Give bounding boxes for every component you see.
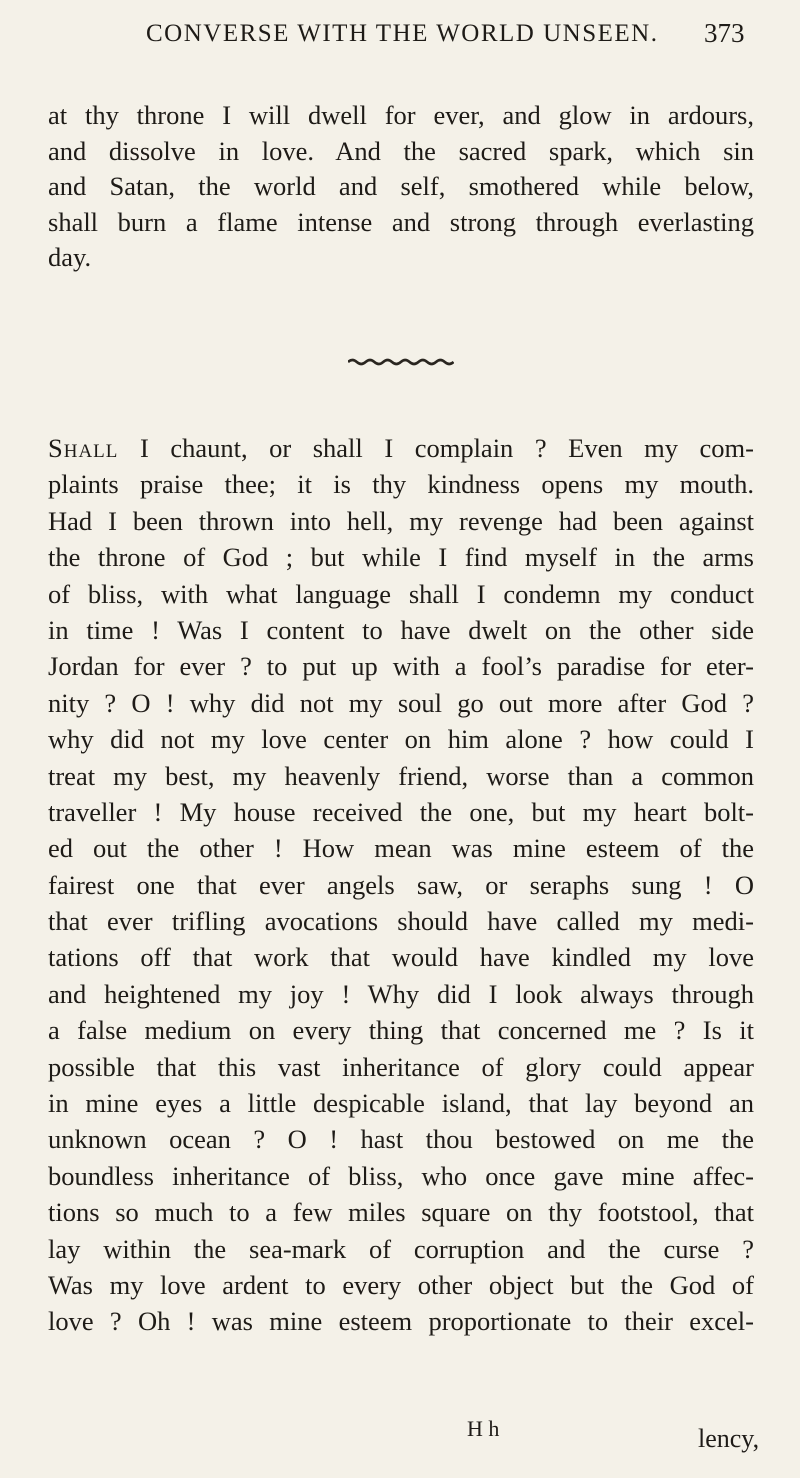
- text-line: Was my love ardent to every other object but the God of: [48, 1269, 754, 1300]
- paragraph-main: [48, 430, 754, 1340]
- text-line: and Satan, the world and self, smothered while below,: [48, 171, 754, 202]
- text-line-rest: I chaunt, or shall I complain ? Even my com-: [118, 433, 754, 463]
- text-line: ed out the other ! How mean was mine esteem of the: [48, 833, 754, 864]
- text-line: day.: [48, 242, 92, 273]
- text-line: in time ! Was I content to have dwelt on the other side: [48, 614, 754, 645]
- text-line: tions so much to a few miles square on thy footstool, that: [48, 1197, 754, 1228]
- text-line: unknown ocean ? O ! hast thou bestowed on me the: [48, 1124, 754, 1155]
- lead-word: Shall: [48, 433, 119, 463]
- text-line: nity ? O ! why did not my soul go out more after God ?: [48, 687, 754, 718]
- text-line: traveller ! My house received the one, but my heart bolt-: [48, 796, 754, 827]
- text-line: fairest one that ever angels saw, or seraphs sung ! O: [48, 869, 754, 900]
- running-head: [0, 8, 800, 68]
- text-line: treat my best, my heavenly friend, worse than a common: [48, 760, 754, 791]
- text-line-first: [48, 430, 754, 466]
- paragraph-continued: [48, 98, 754, 276]
- running-title: CONVERSE WITH THE WORLD UNSEEN.: [146, 20, 659, 47]
- text-line: tations off that work that would have kindled my love: [48, 942, 754, 973]
- text-line: why did not my love center on him alone ? how could I: [48, 724, 754, 755]
- text-line: lay within the sea-mark of corruption and the curse ?: [48, 1233, 754, 1264]
- catchword: lency,: [698, 1424, 760, 1453]
- text-line: that ever trifling avocations should have called my medi-: [48, 906, 754, 937]
- text-line: at thy throne I will dwell for ever, and glow in ardours,: [48, 100, 754, 130]
- page-number: 373: [704, 18, 745, 48]
- text-line: possible that this vast inheritance of glory could appear: [48, 1051, 754, 1082]
- section-divider-ornament: [348, 358, 454, 366]
- text-line: boundless inheritance of bliss, who once gave mine affec-: [48, 1160, 754, 1191]
- text-line: and dissolve in love. And the sacred spark, which sin: [48, 135, 754, 166]
- page-footer: [0, 1416, 800, 1456]
- text-line: love ? Oh ! was mine esteem proportionate to their excel-: [48, 1306, 754, 1337]
- text-line: Had I been thrown into hell, my revenge had been against: [48, 505, 754, 536]
- signature-mark: H h: [467, 1416, 500, 1441]
- text-line: in mine eyes a little despicable island, that lay beyond an: [48, 1088, 754, 1119]
- text-line: the throne of God ; but while I find myself in the arms: [48, 542, 754, 573]
- text-line: and heightened my joy ! Why did I look always through: [48, 978, 754, 1009]
- text-line: Jordan for ever ? to put up with a fool’s paradise for eter-: [48, 651, 754, 682]
- text-line: shall burn a flame intense and strong through everlasting: [48, 206, 754, 237]
- text-line: plaints praise thee; it is thy kindness opens my mouth.: [48, 469, 754, 500]
- text-line: of bliss, with what language shall I condemn my conduct: [48, 578, 754, 609]
- text-line: a false medium on every thing that concerned me ? Is it: [48, 1015, 754, 1046]
